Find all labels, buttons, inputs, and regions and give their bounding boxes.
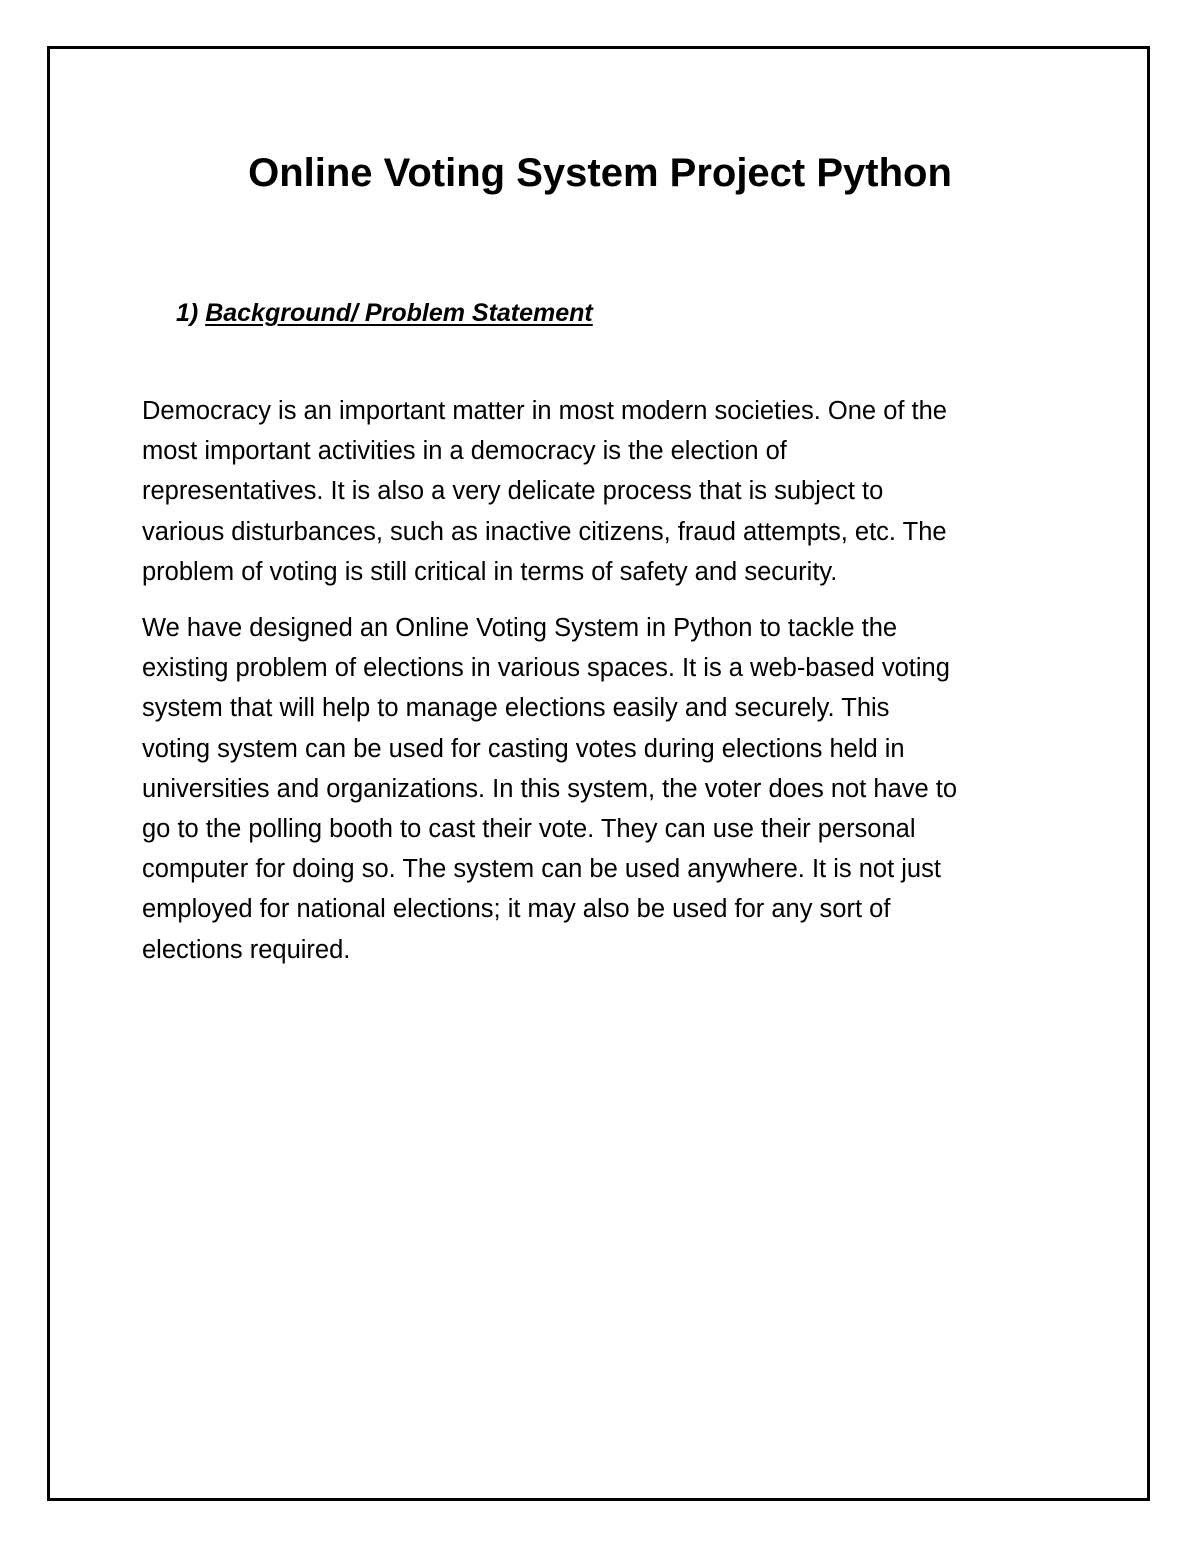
paragraph-2: [142, 608, 1072, 970]
paragraph-line: problem of voting is still critical in terms of safety and security.: [142, 557, 838, 586]
paragraph-line: voting system can be used for casting votes during elections held in: [142, 734, 905, 763]
paragraph-1: [142, 391, 1072, 592]
paragraph-line: computer for doing so. The system can be used anywhere. It is not just: [142, 855, 941, 884]
paragraph-line: representatives. It is also a very delicate process that is subject to: [142, 477, 884, 506]
document-title: Online Voting System Project Python: [248, 151, 952, 195]
paragraph-line: elections required.: [142, 935, 351, 964]
paragraph-line: existing problem of elections in various spaces. It is a web-based voting: [142, 654, 950, 683]
section-heading-text: Background/ Problem Statement: [205, 299, 593, 327]
paragraph-line: Democracy is an important matter in most modern societies. One of the: [142, 397, 947, 425]
paragraph-line: go to the polling booth to cast their vote. They can use their personal: [142, 815, 916, 844]
paragraph-line: employed for national elections; it may also be used for any sort of: [142, 895, 891, 924]
paragraph-line: most important activities in a democracy is the election of: [142, 437, 787, 466]
section-number: 1): [176, 299, 199, 327]
paragraph-line: universities and organizations. In this system, the voter does not have to: [142, 774, 958, 803]
paragraph-line: system that will help to manage elections easily and securely. This: [142, 694, 890, 723]
section-heading: [176, 295, 593, 331]
paragraph-line: We have designed an Online Voting System in Python to tackle the: [142, 614, 898, 642]
paragraph-line: various disturbances, such as inactive citizens, fraud attempts, etc. The: [142, 517, 947, 546]
